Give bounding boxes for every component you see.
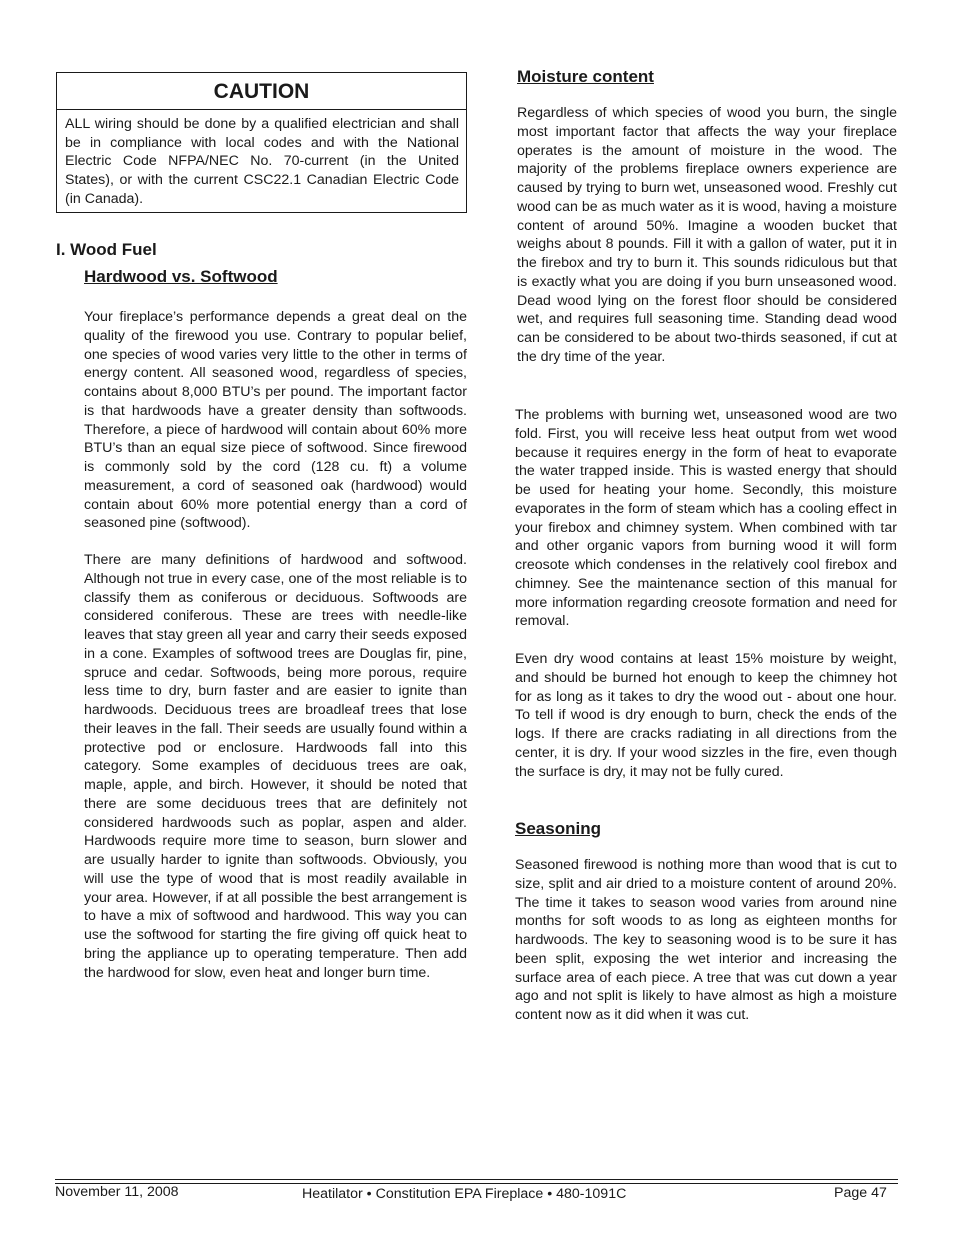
footer-rule-thin bbox=[55, 1183, 898, 1184]
paragraph-hardwood-1: Your fireplace’s performance depends a great deal on the quality of the firewood you use. Contrary to popular belief, one species of wood varies very little to the other in terms of energy content. All seasoned wood, regardless of species, contains about 8,000 BTU’s per pound. The important factor is that hardwoods have a greater density than softwoods. Therefore, a piece of hardwood will contain about 60% more BTU’s than an equal size piece of softwood. Since firewood is commonly sold by the cord (128 cu. ft) a volume measurement, a cord of seasoned oak (hardwood) would contain about 60% more potential energy than a cord of seasoned pine (softwood). bbox=[84, 309, 467, 532]
subheading-moisture-content: Moisture content bbox=[517, 67, 654, 86]
paragraph-moisture-2: The problems with burning wet, unseasoned wood are two fold. First, you will receive less heat output from wet wood because it requires energy in the form of heat to evaporate the water trapped inside. This is wasted energy that should be used for heating your home. Secondly, this moisture evaporates in the form of steam which has a cooling effect in your firebox and chimney system. When combined with tar and other organic vapors from burning wood it will form creosote which condenses in the relatively cool firebox and chimney. See the maintenance section of this manual for more information regarding creosote formation and need for removal. bbox=[515, 407, 897, 630]
footer-title: Heatilator • Constitution EPA Fireplace • 480-1091C bbox=[302, 1186, 627, 1202]
paragraph-seasoning: Seasoned firewood is nothing more than wood that is cut to size, split and air dried to a moisture content of around 20%. The time it takes to season wood varies from around nine months for soft woods to as long as eighteen months for hardwoods. The key to seasoning wood is to be sure it has been split, exposing the wet interior and increasing the surface area of each piece. A tree that was cut down a year ago and not split is likely to have almost as high a moisture content now as it did when it was cut. bbox=[515, 857, 897, 1023]
caution-box bbox=[56, 72, 467, 213]
paragraph-moisture-3: Even dry wood contains at least 15% moisture by weight, and should be burned hot enough to keep the chimney hot for as long as it takes to dry the wood out - about one hour. To tell if wood is dry enough to burn, check the ends of the logs. If there are cracks radiating in all directions from the center, it is dry. If your wood sizzles in the fire, even though the surface is dry, it may not be fully cured. bbox=[515, 651, 897, 780]
caution-title: CAUTION bbox=[57, 73, 466, 110]
subheading-hardwood-softwood: Hardwood vs. Softwood bbox=[84, 267, 278, 286]
footer-page-number: Page 47 bbox=[834, 1185, 887, 1201]
section-heading-wood-fuel: I. Wood Fuel bbox=[56, 240, 157, 259]
footer-rule bbox=[55, 1179, 898, 1180]
caution-body: ALL wiring should be done by a qualified electrician and shall be in compliance with local codes and with the National Electric Code NFPA/NEC No. 70-current (in the United States), or with the current CSC22.1 Canadian Electric Code (in Canada). bbox=[65, 116, 459, 207]
paragraph-hardwood-2: There are many definitions of hardwood and softwood. Although not true in every case, one of the most reliable is to classify them as coniferous or deciduous. Softwoods are considered coniferous. These are trees with needle-like leaves that stay green all year and carry their seeds exposed in a cone. Examples of softwood trees are Douglas fir, pine, spruce and cedar. Softwoods, being more porous, require less time to dry, burn faster and are easier to ignite than hardwoods. Deciduous trees are broadleaf trees that lose their leaves in the fall. Their seeds are usually found within a protective pod or enclosure. Hardwoods fall into this category. Some examples of deciduous trees are oak, maple, apple, and birch. However, it should be noted that there are some deciduous trees that are definitely not considered hardwoods such as poplar, aspen and alder. Hardwoods require more time to season, burn slower and are usually harder to ignite than softwoods. Obviously, you will use the type of wood that is most readily available in your area. However, if at all possible the best arrangement is to have a mix of softwood and hardwood. This way you can use the softwood for starting the fire giving off quick heat to bring the appliance up to operating temperature. Then add the hardwood for slow, even heat and longer burn time. bbox=[84, 552, 467, 981]
subheading-seasoning: Seasoning bbox=[515, 819, 601, 838]
footer-date: November 11, 2008 bbox=[55, 1184, 179, 1200]
paragraph-moisture-1: Regardless of which species of wood you burn, the single most important factor that affects the way your fireplace operates is the amount of moisture in the wood. The majority of the problems fireplace owners experience are caused by trying to burn wet, unseasoned wood. Freshly cut wood can be as much water as it is wood, having a moisture content of around 50%. Imagine a wooden bucket that weighs about 8 pounds. Fill it with a gallon of water, put it in the firebox and try to burn it. This sounds ridiculous but that is exactly what you are doing if you burn unseasoned wood. Dead wood lying on the forest floor should be considered wet, and requires full seasoning time. Standing dead wood can be considered to be about two-thirds seasoned, if cut at the dry time of the year. bbox=[517, 105, 897, 365]
